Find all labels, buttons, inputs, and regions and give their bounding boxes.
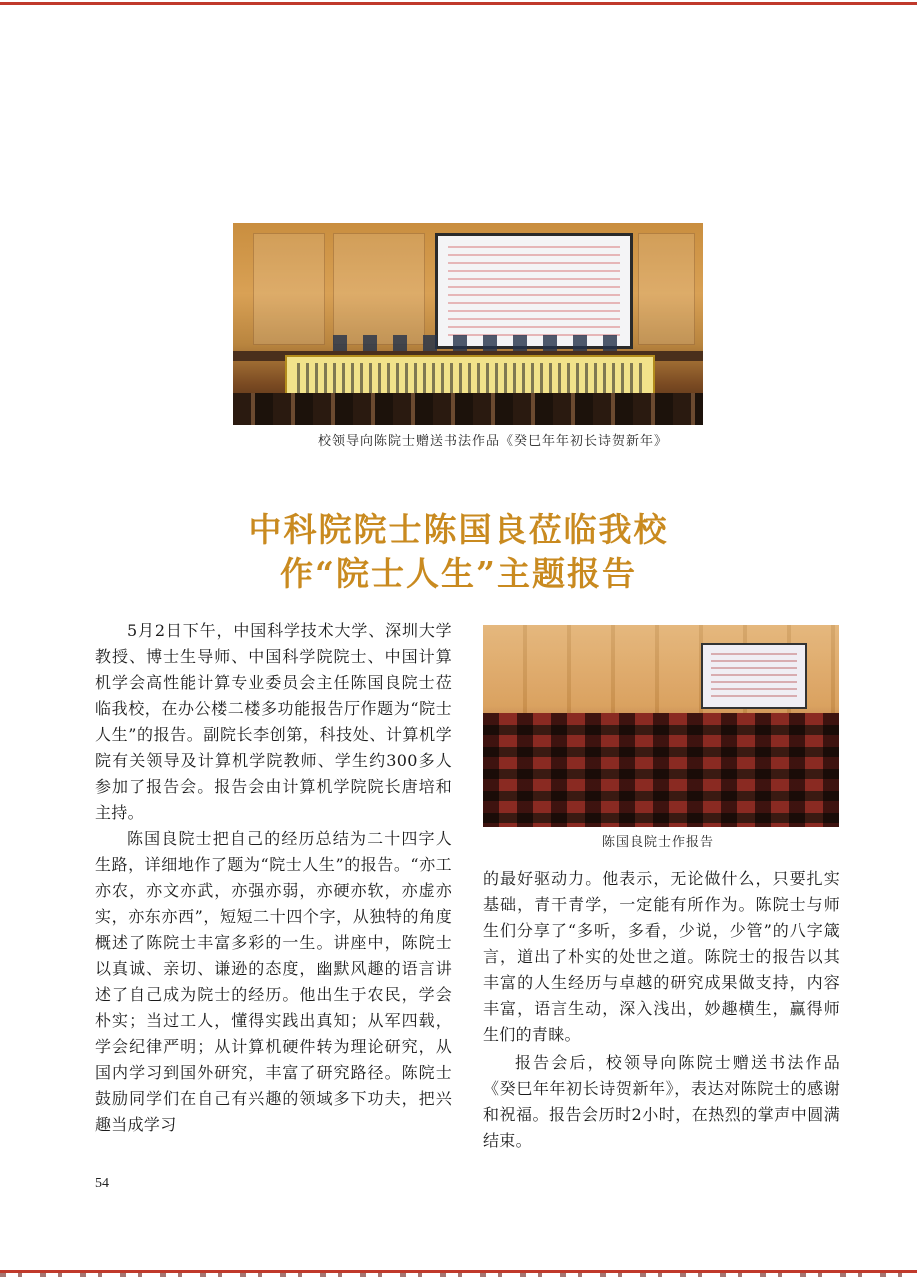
article-paragraph-2-continued: 的最好驱动力。他表示，无论做什么，只要扎实基础，青干青学，一定能有所作为。陈院士与师生们分享了“多听，多看，少说，少管”的八字箴言，道出了朴实的处世之道。陈院士的报告以其丰富的人生经历与卓越的研究成果做支持，内容丰富，语言生动，深入浅出，妙趣横生，赢得师生们的青睐。 [483, 869, 840, 1044]
photo2-caption: 陈国良院士作报告 [602, 835, 715, 850]
top-rule [0, 2, 917, 5]
article-title-line2: 作“院士人生”主题报告 [280, 554, 637, 593]
audience [233, 393, 703, 425]
photo1-caption: 校领导向陈院士赠送书法作品《癸巳年年初长诗贺新年》 [318, 434, 669, 449]
article-title-line1: 中科院院士陈国良莅临我校 [248, 510, 669, 549]
article-right-column [483, 866, 840, 1154]
bottom-rule-pattern [0, 1273, 917, 1277]
article-paragraph-3: 报告会后，校领导向陈院士赠送书法作品《癸巳年年初长诗贺新年》，表达对陈院士的感谢和祝福。报告会历时2小时，在热烈的掌声中圆满结束。 [483, 1053, 840, 1150]
projector-screen [435, 233, 633, 349]
article-left-column [95, 618, 452, 1138]
article-paragraph-1: 5月2日下午，中国科学技术大学、深圳大学教授、博士生导师、中国科学院院士、中国计算机学会高性能计算专业委员会主任陈国良院士莅临我校，在办公楼二楼多功能报告厅作题为“院士人生”的报告。副院长李创第，科技处、计算机学院有关领导及计算机学院教师、学生约300多人参加了报告会。报告会由计算机学院院长唐培和主持。 [95, 621, 452, 822]
photo-calligraphy-presentation [233, 223, 703, 425]
lecture-screen [701, 643, 807, 709]
lecture-audience [483, 713, 839, 827]
article-paragraph-2: 陈国良院士把自己的经历总结为二十四字人生路，详细地作了题为“院士人生”的报告。“亦工亦农，亦文亦武，亦强亦弱，亦硬亦软，亦虚亦实，亦东亦西”，短短二十四个字，从独特的角度概述了陈院士丰富多彩的一生。讲座中，陈院士以真诚、亲切、谦逊的态度，幽默风趣的语言讲述了自己成为院士的经历。他出生于农民，学会朴实；当过工人，懂得实践出真知；从军四载，学会纪律严明；从计算机硬件转为理论研究，从国内学习到国外研究，丰富了研究路径。陈院士鼓励同学们在自己有兴趣的领域多下功夫，把兴趣当成学习 [95, 829, 452, 1134]
page-number: 54 [95, 1176, 109, 1191]
photo-lecture [483, 625, 839, 827]
